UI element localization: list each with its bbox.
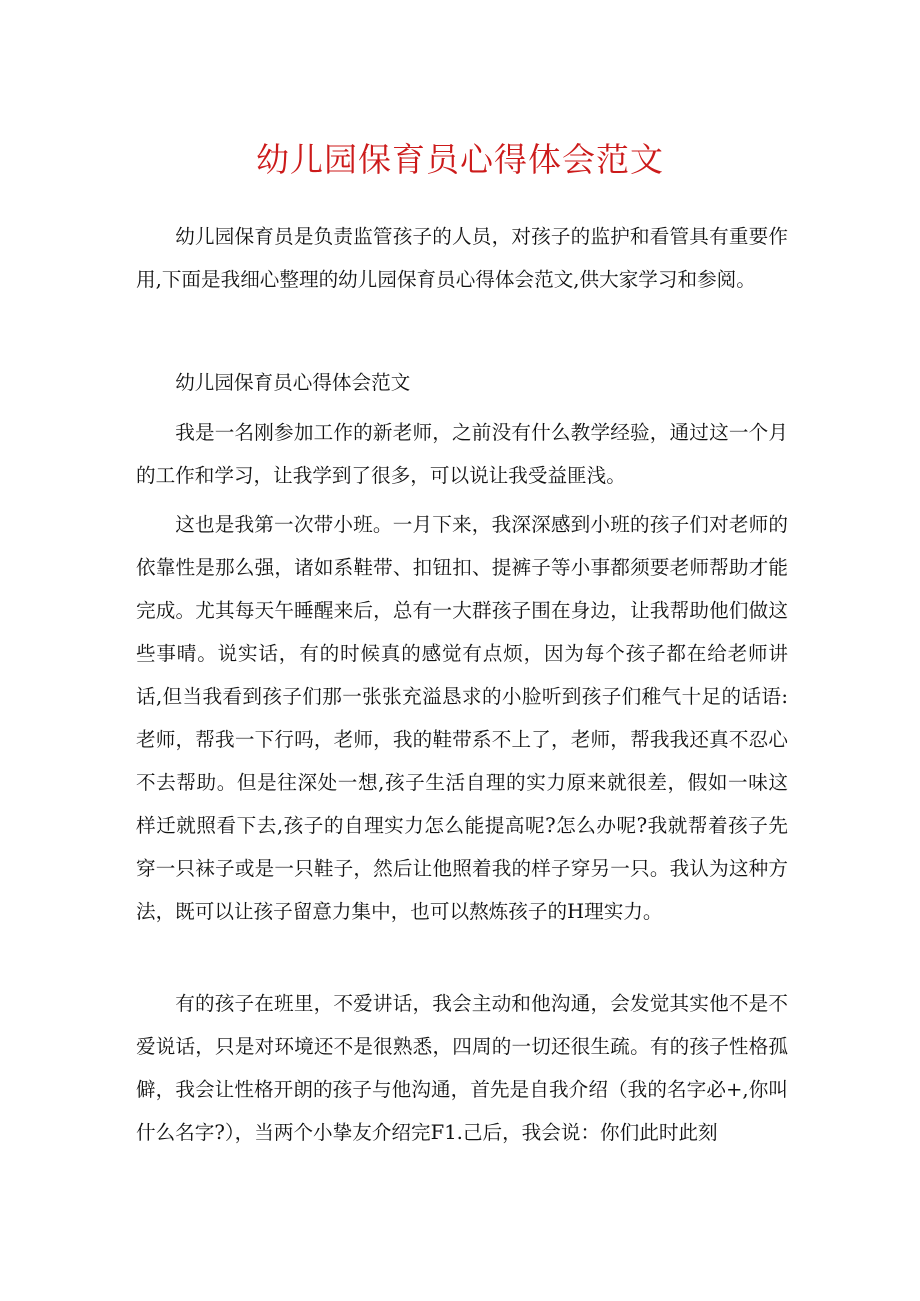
body-paragraph: 这也是我第一次带小班。一月下来，我深深感到小班的孩子们对老师的依靠性是那么强，诸如系鞋带、扣钮扣、提裤子等小事都须要老师帮助才能完成。尤其每天午睡醒来后，总有一大群孩子围在身边，让我帮助他们做这些事晴。说实话，有的时候真的感觉有点烦，因为每个孩子都在给老师讲话,但当我看到孩子们那一张张充溢恳求的小脸听到孩子们稚气十足的话语:老师，帮我一下行吗，老师，我的鞋带系不上了，老师，帮我我还真不忍心不去帮助。但是往深处一想,孩子生活自理的实力原来就很差，假如一味这样迁就照看下去,孩子的自理实力怎么能提高呢?怎么办呢?我就帮着孩子先穿一只袜子或是一只鞋子，然后让他照着我的样子穿另一只。我认为这种方法，既可以让孩子留意力集中，也可以熬炼孩子的H理实力。 <box>136 513 788 923</box>
document-title: 幼儿园保育员心得体会范文 <box>256 140 664 179</box>
body-paragraph: 我是一名刚参加工作的新老师，之前没有什么教学经验，通过这一个月的工作和学习，让我学到了很多，可以说让我受益匪浅。 <box>136 421 788 487</box>
intro-paragraph: 幼儿园保育员是负责监管孩子的人员，对孩子的监护和看管具有重要作用,下面是我细心整理的幼儿园保育员心得体会范文,供大家学习和参阅。 <box>136 225 788 291</box>
section-subheading: 幼儿园保育员心得体会范文 <box>175 371 411 394</box>
body-paragraph: 有的孩子在班里，不爱讲话，我会主动和他沟通，会发觉其实他不是不爱说话，只是对环境还不是很熟悉，四周的一切还很生疏。有的孩子性格孤僻，我会让性格开朗的孩子与他沟通，首先是自我介绍（我的名字必+,你叫什么名字?），当两个小挚友介绍完F1.己后，我会说：你们此时此刻 <box>136 992 788 1144</box>
